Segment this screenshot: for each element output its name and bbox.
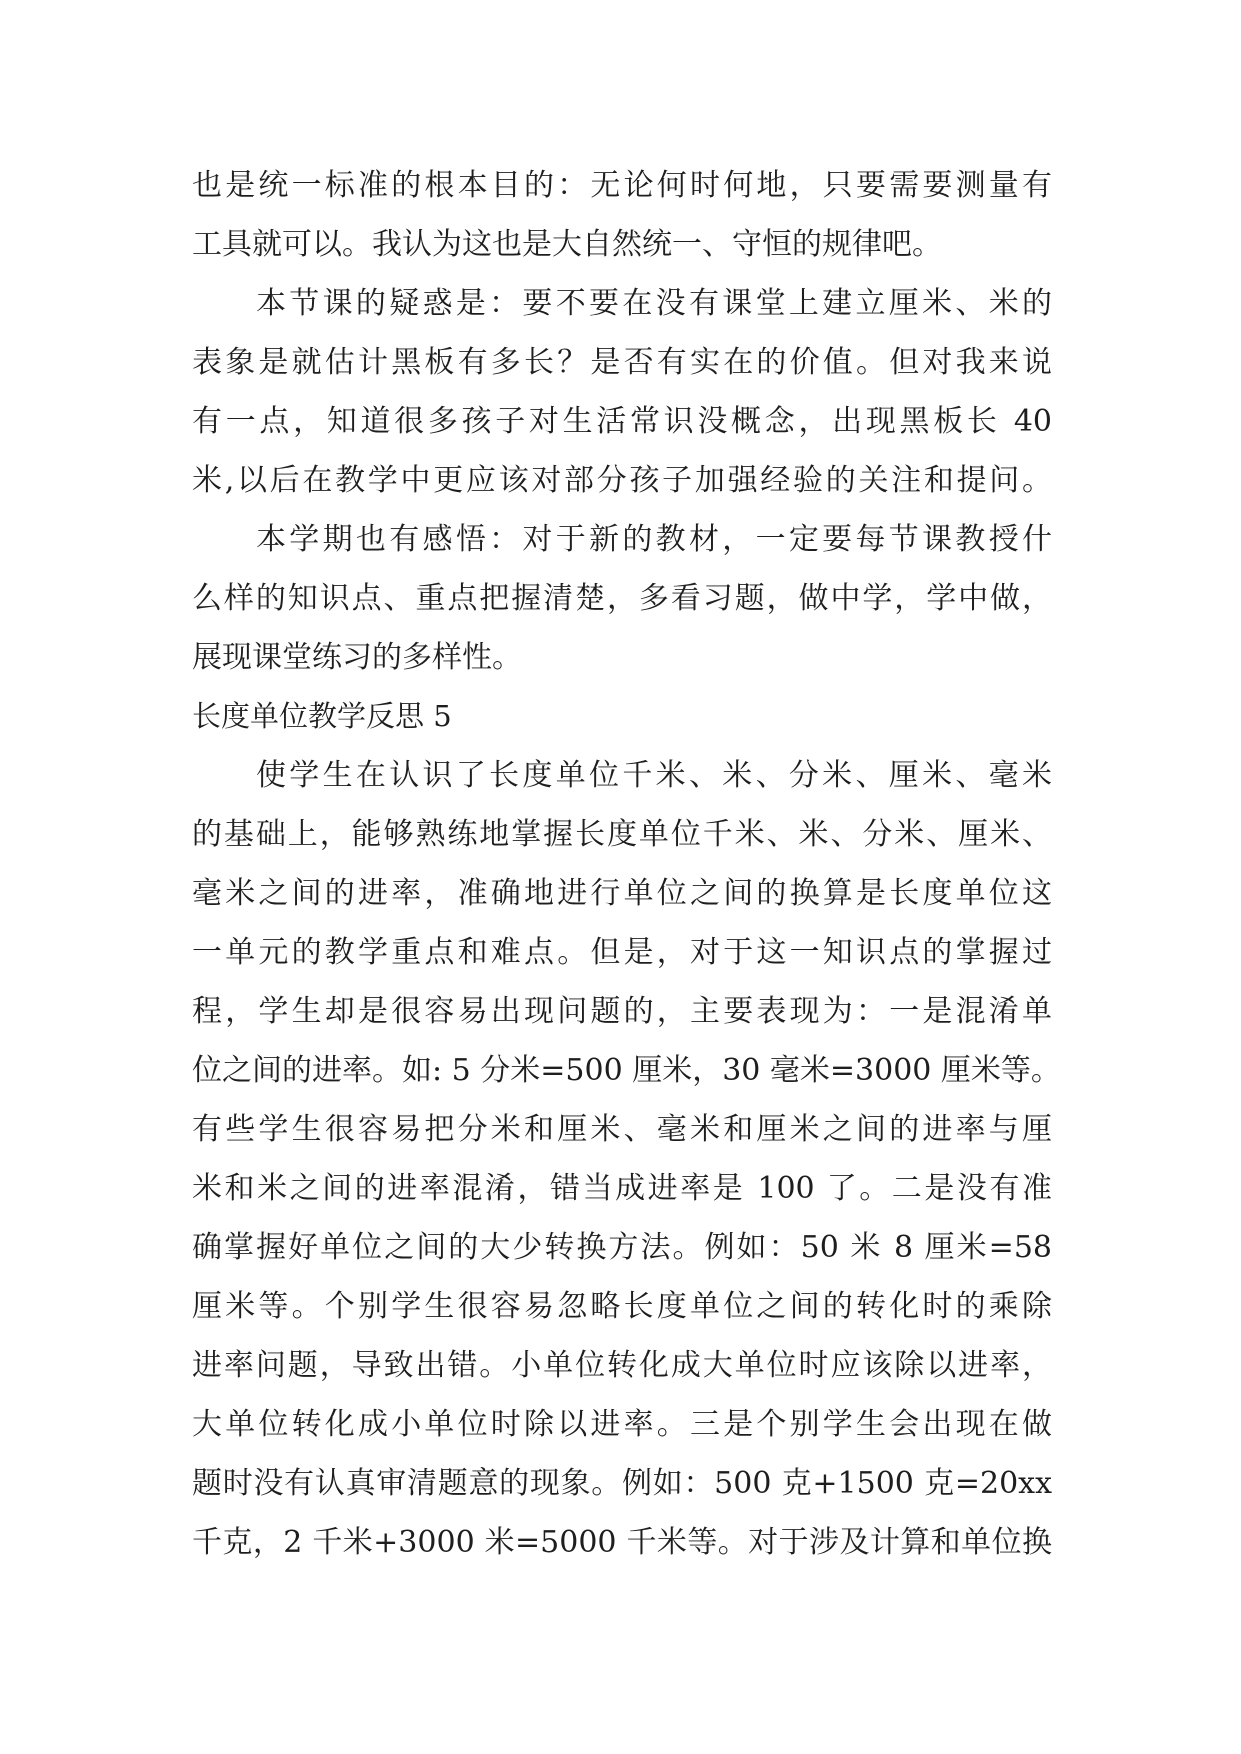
- text-line: 本节课的疑惑是：要不要在没有课堂上建立厘米、米的: [256, 286, 1052, 321]
- text-line: 米,以后在教学中更应该对部分孩子加强经验的关注和提问。: [192, 463, 1052, 498]
- paragraph-reflection-5: [192, 746, 1061, 1572]
- text-line: 大单位转化成小单位时除以进率。三是个别学生会出现在做: [192, 1407, 1052, 1442]
- paragraph-continuation: [192, 156, 1052, 274]
- section-heading: 长度单位教学反思 5: [192, 699, 452, 733]
- document-page: [192, 156, 1061, 1572]
- text-line: 程，学生却是很容易出现问题的，主要表现为：一是混淆单: [192, 994, 1052, 1029]
- text-line: 也是统一标准的根本目的：无论何时何地，只要需要测量有: [192, 168, 1052, 203]
- text-line: 一单元的教学重点和难点。但是，对于这一知识点的掌握过: [192, 935, 1052, 970]
- text-line: 有一点，知道很多孩子对生活常识没概念，出现黑板长 40: [192, 404, 1052, 439]
- text-line: 工具就可以。我认为这也是大自然统一、守恒的规律吧。: [192, 227, 942, 262]
- text-line: 确掌握好单位之间的大少转换方法。例如：50 米 8 厘米=58: [192, 1230, 1052, 1265]
- text-line: 千克，2 千米+3000 米=5000 千米等。对于涉及计算和单位换: [192, 1525, 1052, 1560]
- text-line: 有些学生很容易把分米和厘米、毫米和厘米之间的进率与厘: [192, 1112, 1052, 1147]
- text-line: 进率问题，导致出错。小单位转化成大单位时应该除以进率，: [192, 1348, 1052, 1383]
- text-line: 题时没有认真审清题意的现象。例如：500 克+1500 克=20xx: [192, 1466, 1052, 1501]
- text-line: 本学期也有感悟：对于新的教材，一定要每节课教授什: [256, 522, 1052, 557]
- paragraph-insight: [192, 510, 1052, 687]
- text-line: 厘米等。个别学生很容易忽略长度单位之间的转化时的乘除: [192, 1289, 1052, 1324]
- text-line: 米和米之间的进率混淆，错当成进率是 100 了。二是没有准: [192, 1171, 1052, 1206]
- text-line: 么样的知识点、重点把握清楚，多看习题，做中学，学中做，: [192, 581, 1052, 616]
- text-line: 展现课堂练习的多样性。: [192, 640, 522, 675]
- text-line: 使学生在认识了长度单位千米、米、分米、厘米、毫米: [256, 758, 1052, 793]
- text-line: 位之间的进率。如: 5 分米=500 厘米，30 毫米=3000 厘米等。: [192, 1053, 1061, 1088]
- text-line: 的基础上，能够熟练地掌握长度单位千米、米、分米、厘米、: [192, 817, 1052, 852]
- text-line: 毫米之间的进率，准确地进行单位之间的换算是长度单位这: [192, 876, 1052, 911]
- text-line: 表象是就估计黑板有多长？是否有实在的价值。但对我来说: [192, 345, 1052, 380]
- paragraph-doubt: [192, 274, 1052, 510]
